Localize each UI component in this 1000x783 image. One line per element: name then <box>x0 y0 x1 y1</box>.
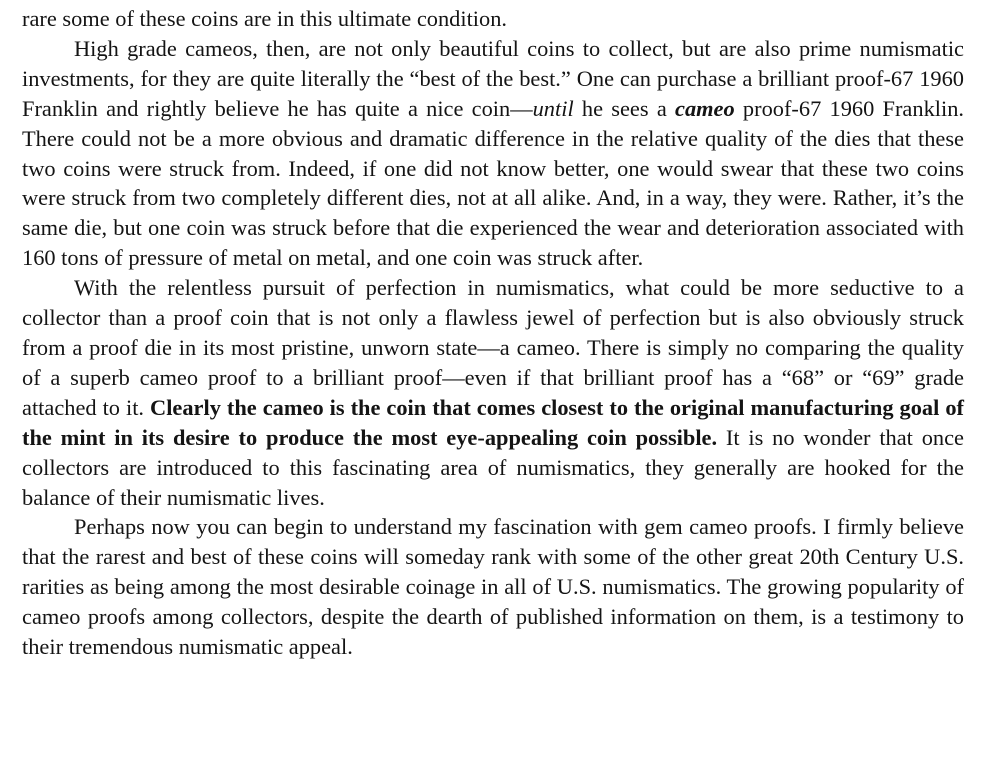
paragraph-2-run-3: he sees a <box>573 95 675 121</box>
paragraph-3-run-1: With the relentless pursuit of perfection in numismatics, what could be more seductive to a collector than a proof coin that is not only a flawless jewel of perfection but is also obviously struck from a proof die in its most pristine, unworn state—a cameo. There is simply no comparing the quality of a superb cameo proof to a brilliant proof—even if that brilliant proof has a “68” or “69” grade attached to it. <box>22 275 964 420</box>
paragraph-2-run-1: High grade cameos, then, are not only beautiful coins to collect, but are also prime numismatic investments, for they are quite literally the “best of the best.” One can purchase a brilliant proof-67 1960 Franklin and rightly believe he has quite a nice coin— <box>22 35 964 121</box>
paragraph-3-bold-statement: Clearly the cameo is the coin that comes closest to the original manufacturing goal of the mint in its desire to produce the most eye-appealing coin possible. <box>22 394 964 450</box>
paragraph-4-run-1: Perhaps now you can begin to understand my fascination with gem cameo proofs. I firmly believe that the rarest and best of these coins will someday rank with some of the other great 20th Century U.S. rarities as being among the most desirable coinage in all of U.S. numismatics. The growing popularity of cameo proofs among collectors, despite the dearth of published information on them, is a testimony to their tremendous numismatic appeal. <box>22 514 964 660</box>
paragraph-2-run-5: proof-67 1960 Franklin. There could not be a more obvious and dramatic difference in the relative quality of the dies that these two coins were struck from. Indeed, if one did not know better, one would swear that these two coins were struck from two completely different dies, not at all alike. And, in a way, they were. Rather, it’s the same die, but one coin was struck before that die experienced the wear and deterioration associated with 160 tons of pressure of metal on metal, and one coin was struck after. <box>22 95 964 271</box>
paragraph-1 <box>22 4 964 34</box>
paragraph-2-cameo-emphasis: cameo <box>675 95 735 121</box>
paragraph-4 <box>22 512 964 662</box>
paragraph-2-until-emphasis: until <box>532 95 574 121</box>
paragraph-3-run-3: It is no wonder that once collectors are introduced to this fascinating area of numismatics, they generally are hooked for the balance of their numismatic lives. <box>22 424 964 510</box>
document-page <box>22 4 964 662</box>
paragraph-1-run-1: rare some of these coins are in this ultimate condition. <box>22 6 507 31</box>
paragraph-3 <box>22 273 964 512</box>
paragraph-2 <box>22 34 964 273</box>
